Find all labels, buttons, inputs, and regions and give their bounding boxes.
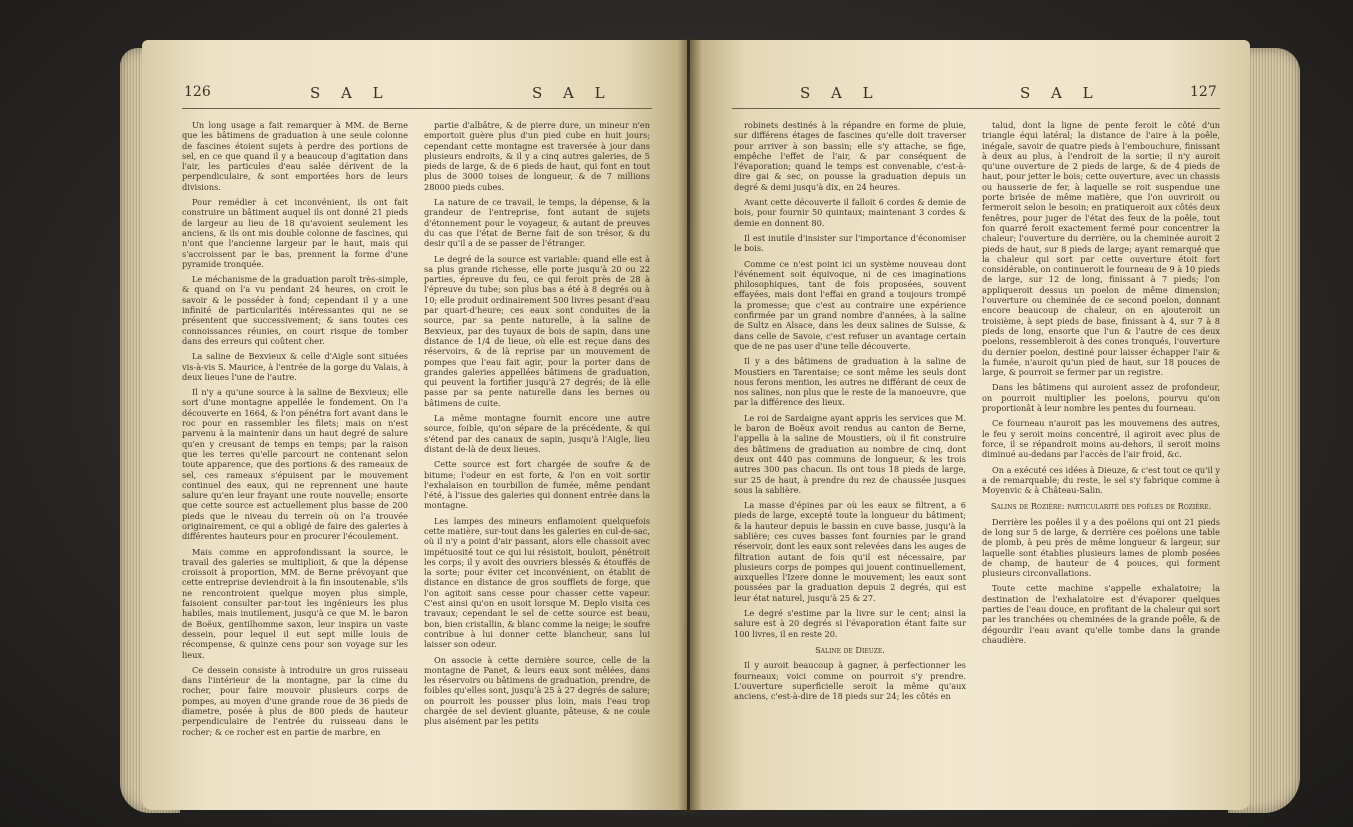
right-running-head: S A L	[800, 84, 881, 102]
left-page	[142, 40, 687, 810]
right-page-number: 127	[1190, 84, 1217, 100]
paragraph: Dans les bâtimens qui auroient assez de profondeur, on pourroit multiplier les poelons, pourvu qu'on proportionât à leur nombre les pentes du fourneau.	[982, 382, 1220, 414]
right-column-1	[734, 120, 966, 706]
paragraph: Les lampes des mineurs enflamoient quelquefois cette matière, sur-tout dans les galeries en cul-de-sac, où il n'y a point d'air passant, alors elle chassoit avec impétuosité tout ce qui lui résistoit, bouloit, pénétroit les corps; il y avoit des ouvriers blessés & étouffés de la sorte; pour éviter cet inconvénient, on établit de distance en distance de gros soufflets de forge, que l'on agitoit sans cesse pour chasser cette vapeur. C'est ainsi qu'on en usoit lorsque M. Deplo visita ces travaux; cependant le sel de cette source est beau, bon, bien cristallin, & blanc comme la neige; le soufre contribue à lui donner cette blancheur, sans lui laisser son odeur.	[424, 515, 650, 650]
paragraph: Le roi de Sardaigne ayant appris les services que M. le baron de Boëux avoit rendus au canton de Berne, l'appella à la saline de Moustiers, où il fit construire des bâtimens de graduation au nombre de cinq, dont deux ont 440 pas communs de longueur, & les trois autres 300 pas chacun. Ils ont tous 18 pieds de large, sur 25 de haut, à prendre du rez de chaussée jusques sous la sablière.	[734, 412, 966, 495]
paragraph: Il n'y a qu'une source à la saline de Bexvieux; elle sort d'une montagne appellée le fondement. On l'a découverte en 1664, & l'on pénétra fort avant dans le roc pour en rassembler les filets; mais on n'est parvenu à la maintenir dans un haut degré de salure qu'en y creusant de temps en temps; par la raison que les terres qu'elle parcourt ne contenant selon toute apparence, que des portions & des rameaux de sel, ces rameaux s'épuisent par le mouvement continuel des eaux, qui ne reprennent une haute salure qu'en leur frayant une route nouvelle; ensorte que cette source est actuellement plus basse de 200 pieds que le niveau du terrein où on l'a trouvée originairement, ce qui a obligé de faire des galeries à différentes hauteurs pour en procurer l'écoulement.	[182, 387, 408, 542]
paragraph: Salins de Rozière: particularité des poêles de Rozière.	[990, 501, 1212, 512]
book-gutter	[678, 38, 702, 813]
paragraph: Pour remédier à cet inconvénient, ils ont fait construire un bâtiment auquel ils ont donné 21 pieds de largeur au lieu de 18 qu'avoient seulement les anciens, & ils ont mis double colonne de fascines, qui n'ont que l'ancienne largeur par le haut, mais qui s'accroissent par le bas, prennent la forme d'une pyramide tronquée.	[182, 197, 408, 269]
paragraph: Un long usage a fait remarquer à MM. de Berne que les bâtimens de graduation à une seule colonne de fascines étoient sujets à perdre des portions de sel, en ce que quand il y a beaucoup d'agitation dans l'air, les particules d'eau salée dérivent de la perpendiculaire, & sont emportées hors de leurs divisions.	[182, 120, 408, 192]
right-running-head-2: S A L	[1020, 84, 1101, 102]
right-page	[690, 40, 1250, 810]
left-running-head-2: S A L	[532, 84, 613, 102]
paragraph: La masse d'épines par où les eaux se filtrent, a 6 pieds de large, excepté toute la longueur du bâtiment; & la hauteur depuis le bassin en cuve basse, jusqu'à la sablière; ces cuves basses font fournies par le grand réservoir, dont les eaux sont relevées dans les auges de filtration autant de fois qu'il est nécessaire, par plusieurs corps de pompes qui jouent continuellement, auxquelles l'Izere donne le mouvement; les eaux sont poussées par la graduation depuis 2 degrés, qui est leur état naturel, jusqu'à 25 & 27.	[734, 500, 966, 603]
paragraph: Le degré de la source est variable: quand elle est à sa plus grande richesse, elle porte jusqu'à 20 ou 22 parties, épreuve du feu, ce qui feroit près de 28 à l'épreuve du tube; son plus bas a été à 8 degrés ou à 10; elle produit ordinairement 500 livres pesant d'eau par quart-d'heure; ces eaux sont conduites de la source, par sa pente naturelle, à la saline de Bexvieux, par des tuyaux de bois de sapin, dans une distance de 1/4 de lieue, où elle est reçue dans des réservoirs, & de là reprise par un mouvement de pompes que l'eau fait agir, pour la porter dans de grandes galeries appellées bâtimens de graduation, qui peuvent la fortifier jusqu'à 27 degrés; de là elle passe par sa pente naturelle dans les bernes ou bâtimens de cuite.	[424, 253, 650, 408]
paragraph: Il est inutile d'insister sur l'importance d'économiser le bois.	[734, 232, 966, 254]
left-column-2	[424, 120, 650, 732]
paragraph: Il y a des bâtimens de graduation à la saline de Moustiers en Tarentaise; ce sont même les seuls dont nous ferons mention, les autres ne différant de ceux de nos salines, non plus que le reste de la manoeuvre, que par la différence des lieux.	[734, 356, 966, 408]
paragraph: On a exécuté ces idées à Dieuze, & c'est tout ce qu'il y a de remarquable; du reste, le sel s'y fabrique comme à Moyenvic & à Château-Salin.	[982, 464, 1220, 496]
paragraph: On associe à cette dernière source, celle de la montagne de Panet, & leurs eaux sont mêlées, dans les réservoirs ou bâtimens de graduation, prendre, de foibles qu'elles sont, jusqu'à 25 à 27 degrés de salure; on pourroit les pousser plus loin, mais l'eau trop chargée de sel devient gluante, pâteuse, & ne coule plus aisément par les petits	[424, 654, 650, 727]
paragraph: La même montagne fournit encore une autre source, foible, qu'on sépare de la précédente, & qui s'étend par des canaux de sapin, jusqu'à l'Aigle, lieu distant de-là de deux lieues.	[424, 413, 650, 454]
paragraph: robinets destinés à la répandre en forme de pluie, sur différens étages de fascines qu'elle doit traverser pour arriver à son bassin; elle s'y attache, se fige, empêche l'effet de l'air, & par conséquent de l'évaporation; quand le temps est convenable, c'est-à-dire gai & sec, on pousse la graduation depuis un degré & demi jusqu'à dix, en 24 heures.	[734, 120, 966, 192]
paragraph: Le degré s'estime par la livre sur le cent; ainsi la salure est à 20 degrés si l'évaporation étant faite sur 100 livres, il en reste 20.	[734, 608, 966, 639]
right-header-rule	[732, 108, 1220, 109]
paragraph: Derrière les poêles il y a des poëlons qui ont 21 pieds de long sur 5 de large, & derrière ces poëlons une table de plomb, à peu près de même longueur & largeur, sur laquelle sont établies plusieurs lames de plomb posées de champ, de hauteur de 4 pouces, qui forment plusieurs circonvallations.	[982, 516, 1220, 579]
paragraph: Comme ce n'est point ici un système nouveau dont l'événement soit équivoque, ni de ces imaginations philosophiques, tant de fois proposées, souvent effayées, mais dont l'effai en grand a toujours trompé la promesse; que c'est au contraire une expérience confirmée par un grand nombre d'années, à la saline de Sultz en Alsace, dans les deux salines de Suisse, & dans celle de Savoie, c'est refuser un avantage certain que de ne pas user d'une telle découverte.	[734, 258, 966, 351]
right-column-2	[982, 120, 1220, 650]
paragraph: Avant cette découverte il falloit 6 cordes & demie de bois, pour fournir 50 quintaux; maintenant 3 cordes & demie en donnent 80.	[734, 197, 966, 228]
paragraph: Il y auroit beaucoup à gagner, à perfectionner les fourneaux; voici comme on pourroit s'y prendre. L'ouverture superficielle seroit la même qu'aux anciens, c'est-à-dire de 18 pieds sur 24; les côtés en	[734, 660, 966, 702]
paragraph: Saline de Dieuze.	[815, 644, 885, 655]
paragraph: Ce fourneau n'auroit pas les mouvemens des autres, le feu y seroit moins concentré, il agiroit avec plus de force, il se répandroit moins au-dehors, il seroit moins diminué au-dedans par l'accès de l'air froid, &c.	[982, 418, 1220, 460]
paragraph: La nature de ce travail, le temps, la dépense, & la grandeur de l'entreprise, font autant de sujets d'étonnement pour le voyageur, & autant de preuves du cas que l'état de Berne fait de son trésor, & du desir qu'il a de se passer de l'étranger.	[424, 197, 650, 249]
paragraph: talud, dont la ligne de pente feroit le côté d'un triangle équi latéral; la distance de l'aire à la poêle, inégale, savoir de quatre pieds à l'embouchure, finissant à deux au plus, à l'endroit de la sortie; il n'y auroit qu'une ouverture de 2 pieds de large, & de 4 pieds de haut, pour jetter le bois; cette ouverture, avec un chassis ou hausserie de fer, à laquelle se roit suspendue une porte brisée de même matière, que l'on ouvriroit ou fermeroit selon le besoin; en pratiqueroit aux côtés deux fenêtres, pour juger de l'état des feux de la poêle, tout fon quarré feroit exactement fermé pour concentrer la chaleur; l'ouverture du derrière, ou la cheminée auroit 2 pieds de haut, sur 8 pieds de large; ayant remarqué que la chaleur qui sort par cette ouverture étoit fort considérable, on continueroit le fourneau de 9 à 10 pieds de large, sur 12 de long, finissant à 7 pieds; l'on appliqueroit dessus un poelon de même dimension; l'ouverture ou cheminée de ce second poelon, donnant encore beaucoup de chaleur, on en ajouteroit un troisième, à sept pieds de base, finissant à 4, sur 7 à 8 pieds de long, ensorte que l'un & l'autre de ces deux poelons, ressembleroit à des cones tronqués, l'ouverture du dernier poelon, destiné pour laisser échapper l'air & la fumée, n'auroit qu'un pied de haut, sur 18 pouces de large, & pourroit se fermer par un registre.	[982, 120, 1220, 378]
paragraph: Ce dessein consiste à introduire un gros ruisseau dans l'intérieur de la montagne, par la cime du rocher, pour faire mouvoir plusieurs corps de pompes, au moyen d'une grande roue de 36 pieds de diametre, posée à plus de 800 pieds de hauteur perpendiculaire de l'entrée du ruisseau dans le rocher; & ce rocher est en partie de marbre, en	[182, 664, 408, 737]
left-page-number: 126	[184, 84, 211, 100]
open-book	[150, 18, 1260, 818]
right-header	[690, 84, 1250, 106]
paragraph: Toute cette machine s'appelle exhalatoire; la destination de l'exhalatoire est d'évaporer quelques parties de l'eau douce, en profitant de la chaleur qui sort par les tranchées ou cheminées de la grande poêle, & de dégourdir l'eau avant qu'elle tombe dans la grande chaudière.	[982, 583, 1220, 645]
paragraph: Le méchanisme de la graduation paroît très-simple, & quand on l'a vu pendant 24 heures, on croit le savoir & le posséder à fond; cependant il y a une infinité de particularités intéressantes qui ne se présentent que successivement; & sans toutes ces connoissances réunies, on court risque de tomber dans des erreurs qui coûtent cher.	[182, 274, 408, 346]
paragraph: Cette source est fort chargée de soufre & de bitume; l'odeur en est forte, & l'on en voit sortir l'exhalaison en tourbillon de fumée, même pendant l'été, à l'issue des galeries qui donnent entrée dans la montagne.	[424, 459, 650, 511]
left-header	[142, 84, 687, 106]
left-running-head: S A L	[310, 84, 391, 102]
left-header-rule	[182, 108, 652, 109]
left-column-1	[182, 120, 408, 742]
paragraph: partie d'albâtre, & de pierre dure, un mineur n'en emportoit guère plus d'un pied cube en huit jours; cependant cette montagne est traversée à jour dans plusieurs endroits, & il y a cinq autres galeries, de 5 pieds de large, & de 6 pieds de haut, qui font en tout plus de 3000 toises de longueur, & de 7 millions 28000 pieds cubes.	[424, 120, 650, 192]
paragraph: La saline de Bexvieux & celle d'Aigle sont situées vis-à-vis S. Maurice, à l'entrée de la gorge du Valais, à deux lieues l'une de l'autre.	[182, 351, 408, 382]
paragraph: Mais comme en approfondissant la source, le travail des galeries se multiplioit, & que la dépense croissoit à proportion, MM. de Berne prévoyant que cette entreprise deviendroit à la fin insoutenable, s'ils ne rencontroient quelque moyen plus simple, faisoient consulter par-tout les ingénieurs les plus habiles, mais inutilement, jusqu'à ce que M. le baron de Boëux, gentilhomme saxon, leur inspira un vaste dessein, pour lequel il eut sept mille louis de récompense, & quinze cens pour son voyage sur les lieux.	[182, 546, 408, 660]
